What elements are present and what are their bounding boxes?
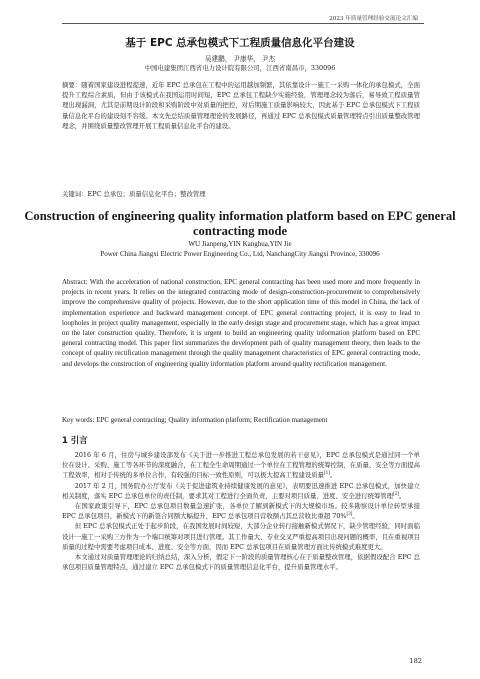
paragraph-text: 在国家政策引导下，EPC 总承包项目数量急速扩张，各单位了解到新模式下的大规模市场。较多勘察设计单位转型承接 EPC 总承包项目，新模式下的新签合同额大幅提升，EPC 总承包项目营收额占其总营收比重超 70% — [62, 502, 420, 521]
paragraph-tail: 。 — [352, 512, 359, 521]
paragraph-tail: 。 — [399, 491, 406, 500]
citation-ref[interactable]: [3] — [346, 511, 353, 517]
header-rule — [62, 23, 424, 24]
paragraph-text: 2017 年 2 月，国务院办公厅发布《关于促进建筑业持续健康发展的意见》，表明要迅速推进 EPC 总承包模式，加快建立相关制度，落实 EPC 总承包单位的责任制，要求其对工程进行全面负责，主要对项目质量、进度、安全进行统筹管理 — [62, 481, 420, 500]
introduction-body — [62, 450, 420, 572]
paragraph-tail: 。 — [329, 471, 337, 480]
english-title: Construction of engineering quality information platform based on EPC general contracting mode — [24, 209, 456, 238]
body-paragraph — [62, 521, 420, 552]
body-paragraph — [62, 552, 420, 572]
english-affiliation: Power China Jiangxi Electric Power Engineering Co., Ltd, NanchangCity Jiangxi Province, 330096 — [100, 250, 380, 258]
chinese-title: 基于 EPC 总承包模式下工程质量信息化平台建设 — [125, 37, 355, 49]
page-number: 182 — [409, 657, 422, 665]
body-paragraph — [62, 450, 420, 481]
body-paragraph — [62, 481, 420, 501]
citation-ref[interactable]: [2] — [393, 490, 399, 496]
english-keywords: Key words: EPC general contracting; Quality information platform; Rectification management — [62, 416, 328, 424]
english-authors: WU Jianpeng,YIN Kanghua,YIN Jie — [188, 240, 292, 248]
chinese-abstract: 摘要：随着国家建设进程提速，近年 EPC 总承包在工程中的运用越加频繁，其依靠设计一施工一采购一体化的承包模式，全面提升工程综合素质，但由于该模式在我国运用时间短，EPC 总承包工程缺少实施经验，管理理念较为落后，易导致工程质量管理出现漏洞，尤其是前期设计阶段和采购阶段中对质量的把控，对后期施工质量影响较大，因此基于 EPC 总承包模式下工程质量信息化平台的建设刻不容缓。本文先总结质量管理理论的发展路径，再通过 EPC 总承包模式质量管理特点引出质量整改管理理念，并围绕质量整改管理开展工程质量信息化平台的建设。 — [62, 81, 420, 130]
paragraph-text: 本文通过对质量管理理论的归纳总结，深入分析，假定下一阶段的质量管理核心在于质量整改管理，依据假设配合 EPC 总承包项目质量管理特点，通过建立 EPC 总承包模式下的质量管理信息化平台，提升质量管理水平。 — [62, 553, 420, 572]
english-abstract: Abstract: With the acceleration of national construction, EPC general contracting has been used more and more frequently in projects in recent years. It relies on the integrated contracting mode of design-construction-procurement to comprehensively improve the comprehensive quality of projects. However, due to the short application time of this model in China, the lack of implementation experience and backward management concept of EPC general contracting project, it is easy to lead to loopholes in project quality management, especially in the early design stage and procurement stage, which has a great impact on the later construction quality. Therefore, it is urgent to build an engineering quality information platform based on EPC general contracting model. This paper first summarizes the development path of quality management theory, then leads to the concept of quality rectification management through the quality management characteristics of EPC general contracting mode, and develops the construction of engineering quality information platform around quality rectification management. — [62, 278, 420, 368]
chinese-authors: 吴建鹏， 尹康华， 尹杰 — [204, 55, 276, 63]
chinese-affiliation: 中国电建集团江西省电力设计院有限公司，江西省南昌市，330096 — [144, 64, 336, 72]
chinese-keywords: 关键词：EPC 总承包；质量信息化平台；整改管理 — [62, 190, 206, 198]
section-heading-introduction: 1 引言 — [62, 435, 88, 445]
running-header: 2023 年质量管理经验交流论文汇编 — [329, 16, 418, 22]
citation-ref[interactable]: [1] — [324, 470, 330, 476]
paragraph-text: 但 EPC 总承包模式正处于起步阶段，在我国发展时间较短，大部分企业转行接触新模式情况下，缺少管理经验，同时面临设计一施工一采购三方作为一个端口统筹对项目进行管理。其工作量大、专业交叉严重提高项目出现问题的概率，且在重视项目质量的过程中需要考虑项目成本、进度、安全等方面，因而 EPC 总承包项目在质量管理方面比传统模式难度更大。 — [62, 522, 420, 551]
paragraph-text: 2016 年 6 月，住房与城乡建设部发布《关于进一步推进工程总承包发展的若干意见》，EPC 总承包模式是通过同一个单位在设计、采购、施工等各环节的深度融合，在工程全生命周期通过一个单位在工程管理的统筹控制，在质量、安全等方面提高工程效率，相对于传统的多单位合作，有较强的目标一致性原则，可以极大提高工程建设质量 — [62, 451, 420, 480]
body-paragraph — [62, 501, 420, 521]
